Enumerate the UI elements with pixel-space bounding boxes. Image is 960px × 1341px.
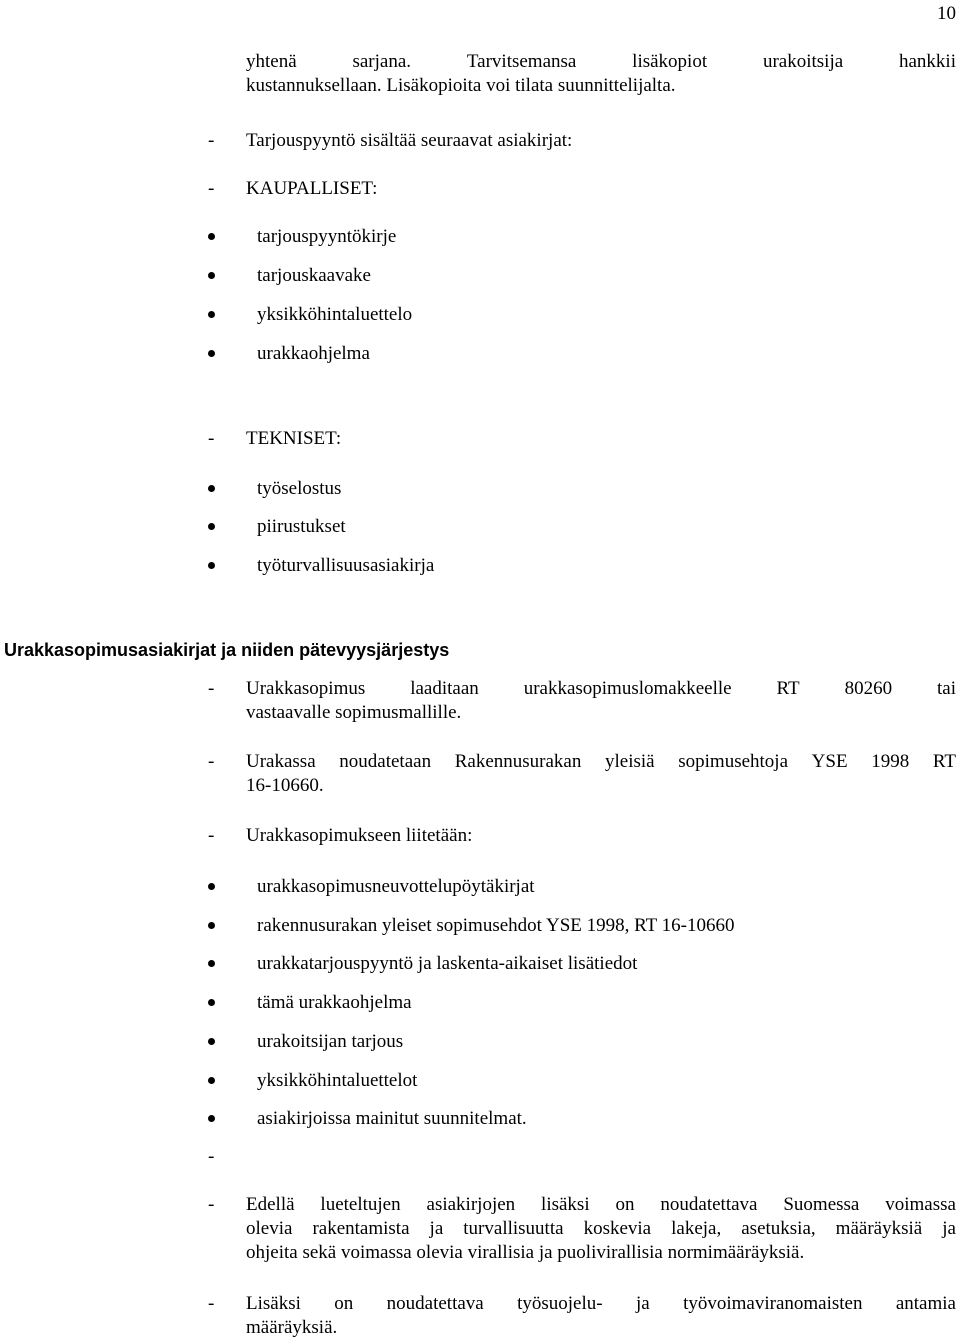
word: asetuksia, bbox=[741, 1218, 816, 1239]
dash-marker: - bbox=[208, 130, 215, 151]
offer-request-intro: Tarjouspyyntö sisältää seuraavat asiakirjat: bbox=[246, 130, 573, 151]
word: työvoimaviranomaisten bbox=[683, 1293, 863, 1314]
list-item: asiakirjoissa mainitut suunnitelmat. bbox=[257, 1108, 527, 1129]
list-item: yksikköhintaluettelot bbox=[257, 1070, 418, 1091]
intro-paragraph bbox=[246, 50, 956, 98]
bullet-icon bbox=[208, 960, 215, 967]
word: yhtenä bbox=[246, 51, 297, 72]
word: Suomessa bbox=[783, 1194, 860, 1215]
word: koskevia bbox=[583, 1218, 652, 1239]
word: 1998 bbox=[871, 751, 910, 772]
word: Edellä bbox=[246, 1194, 295, 1215]
word: voimassa bbox=[885, 1194, 956, 1215]
list-item: työturvallisuusasiakirja bbox=[257, 555, 435, 576]
word: yleisiä bbox=[605, 751, 655, 772]
attachments-intro: Urakkasopimukseen liitetään: bbox=[246, 825, 473, 846]
paragraph-regulations bbox=[246, 1193, 956, 1265]
word: ja bbox=[635, 1293, 650, 1314]
word: noudatettava bbox=[386, 1293, 484, 1314]
list-item: rakennusurakan yleiset sopimusehdot YSE 1998, RT 16-10660 bbox=[257, 915, 735, 936]
word: on bbox=[615, 1194, 635, 1215]
dash-marker: - bbox=[208, 1146, 215, 1167]
word: laaditaan bbox=[410, 678, 479, 699]
bullet-icon bbox=[208, 999, 215, 1006]
bullet-icon bbox=[208, 233, 215, 240]
paragraph-line bbox=[246, 1292, 956, 1316]
list-item: tarjouspyyntökirje bbox=[257, 226, 397, 247]
word: Urakassa bbox=[246, 751, 316, 772]
word: urakoitsija bbox=[762, 51, 844, 72]
word: olevia bbox=[246, 1218, 293, 1239]
dash-marker: - bbox=[208, 1293, 215, 1314]
paragraph-contract-form bbox=[246, 677, 956, 725]
bullet-icon bbox=[208, 1077, 215, 1084]
word: määräyksiä bbox=[835, 1218, 923, 1239]
word: ja bbox=[942, 1218, 956, 1239]
bullet-icon bbox=[208, 922, 215, 929]
word: rakentamista bbox=[312, 1218, 410, 1239]
commercial-label: KAUPALLISET: bbox=[246, 178, 378, 199]
word: on bbox=[334, 1293, 354, 1314]
bullet-icon bbox=[208, 1115, 215, 1122]
word: työsuojelu- bbox=[517, 1293, 603, 1314]
intro-line-1 bbox=[246, 50, 956, 74]
word: turvallisuutta bbox=[463, 1218, 564, 1239]
word: RT bbox=[932, 751, 956, 772]
word: noudatetaan bbox=[339, 751, 432, 772]
word: hankkii bbox=[898, 51, 956, 72]
technical-label: TEKNISET: bbox=[246, 428, 342, 449]
bullet-icon bbox=[208, 1038, 215, 1045]
paragraph-line bbox=[246, 1217, 956, 1241]
dash-marker: - bbox=[208, 1194, 215, 1215]
paragraph-line: vastaavalle sopimusmallille. bbox=[246, 702, 462, 723]
list-item: työselostus bbox=[257, 478, 342, 499]
list-item: urakkasopimusneuvottelupöytäkirjat bbox=[257, 876, 535, 897]
paragraph-yse-terms bbox=[246, 750, 956, 798]
word: RT bbox=[776, 678, 800, 699]
page-number: 10 bbox=[937, 3, 956, 24]
dash-marker: - bbox=[208, 428, 215, 449]
bullet-icon bbox=[208, 562, 215, 569]
bullet-icon bbox=[208, 883, 215, 890]
paragraph-line: määräyksiä. bbox=[246, 1317, 338, 1338]
word: antamia bbox=[895, 1293, 956, 1314]
list-item: tarjouskaavake bbox=[257, 265, 371, 286]
word: sopimusehtoja bbox=[678, 751, 789, 772]
bullet-icon bbox=[208, 272, 215, 279]
word: noudatettava bbox=[660, 1194, 758, 1215]
word: Lisäksi bbox=[246, 1293, 301, 1314]
word: tai bbox=[936, 678, 956, 699]
paragraph-line bbox=[246, 677, 956, 701]
paragraph-line: 16-10660. bbox=[246, 775, 324, 796]
list-item: piirustukset bbox=[257, 516, 346, 537]
word: Rakennusurakan bbox=[454, 751, 582, 772]
intro-line-2: kustannuksellaan. Lisäkopioita voi tilata suunnittelijalta. bbox=[246, 75, 676, 96]
paragraph-authorities bbox=[246, 1292, 956, 1340]
word: urakkasopimuslomakkeelle bbox=[523, 678, 732, 699]
word: lisäkopiot bbox=[632, 51, 708, 72]
bullet-icon bbox=[208, 523, 215, 530]
paragraph-line: ohjeita sekä voimassa olevia virallisia ja puolivirallisia normimääräyksiä. bbox=[246, 1242, 805, 1263]
word: ja bbox=[429, 1218, 444, 1239]
paragraph-line bbox=[246, 750, 956, 774]
bullet-icon bbox=[208, 350, 215, 357]
word: lueteltujen bbox=[320, 1194, 401, 1215]
list-item: tämä urakkaohjelma bbox=[257, 992, 412, 1013]
paragraph-line bbox=[246, 1193, 956, 1217]
dash-marker: - bbox=[208, 825, 215, 846]
word: sarjana. bbox=[352, 51, 412, 72]
word: asiakirjojen bbox=[426, 1194, 516, 1215]
word: lisäksi bbox=[541, 1194, 590, 1215]
bullet-icon bbox=[208, 485, 215, 492]
list-item: urakkaohjelma bbox=[257, 343, 370, 364]
word: Tarvitsemansa bbox=[466, 51, 577, 72]
section-heading: Urakkasopimusasiakirjat ja niiden pätevyysjärjestys bbox=[4, 640, 450, 660]
word: YSE bbox=[811, 751, 848, 772]
word: 80260 bbox=[844, 678, 893, 699]
word: lakeja, bbox=[671, 1218, 722, 1239]
list-item: yksikköhintaluettelo bbox=[257, 304, 413, 325]
list-item: urakoitsijan tarjous bbox=[257, 1031, 404, 1052]
word: Urakkasopimus bbox=[246, 678, 366, 699]
bullet-icon bbox=[208, 311, 215, 318]
dash-marker: - bbox=[208, 178, 215, 199]
dash-marker: - bbox=[208, 678, 215, 699]
dash-marker: - bbox=[208, 751, 215, 772]
list-item: urakkatarjouspyyntö ja laskenta-aikaiset lisätiedot bbox=[257, 953, 638, 974]
